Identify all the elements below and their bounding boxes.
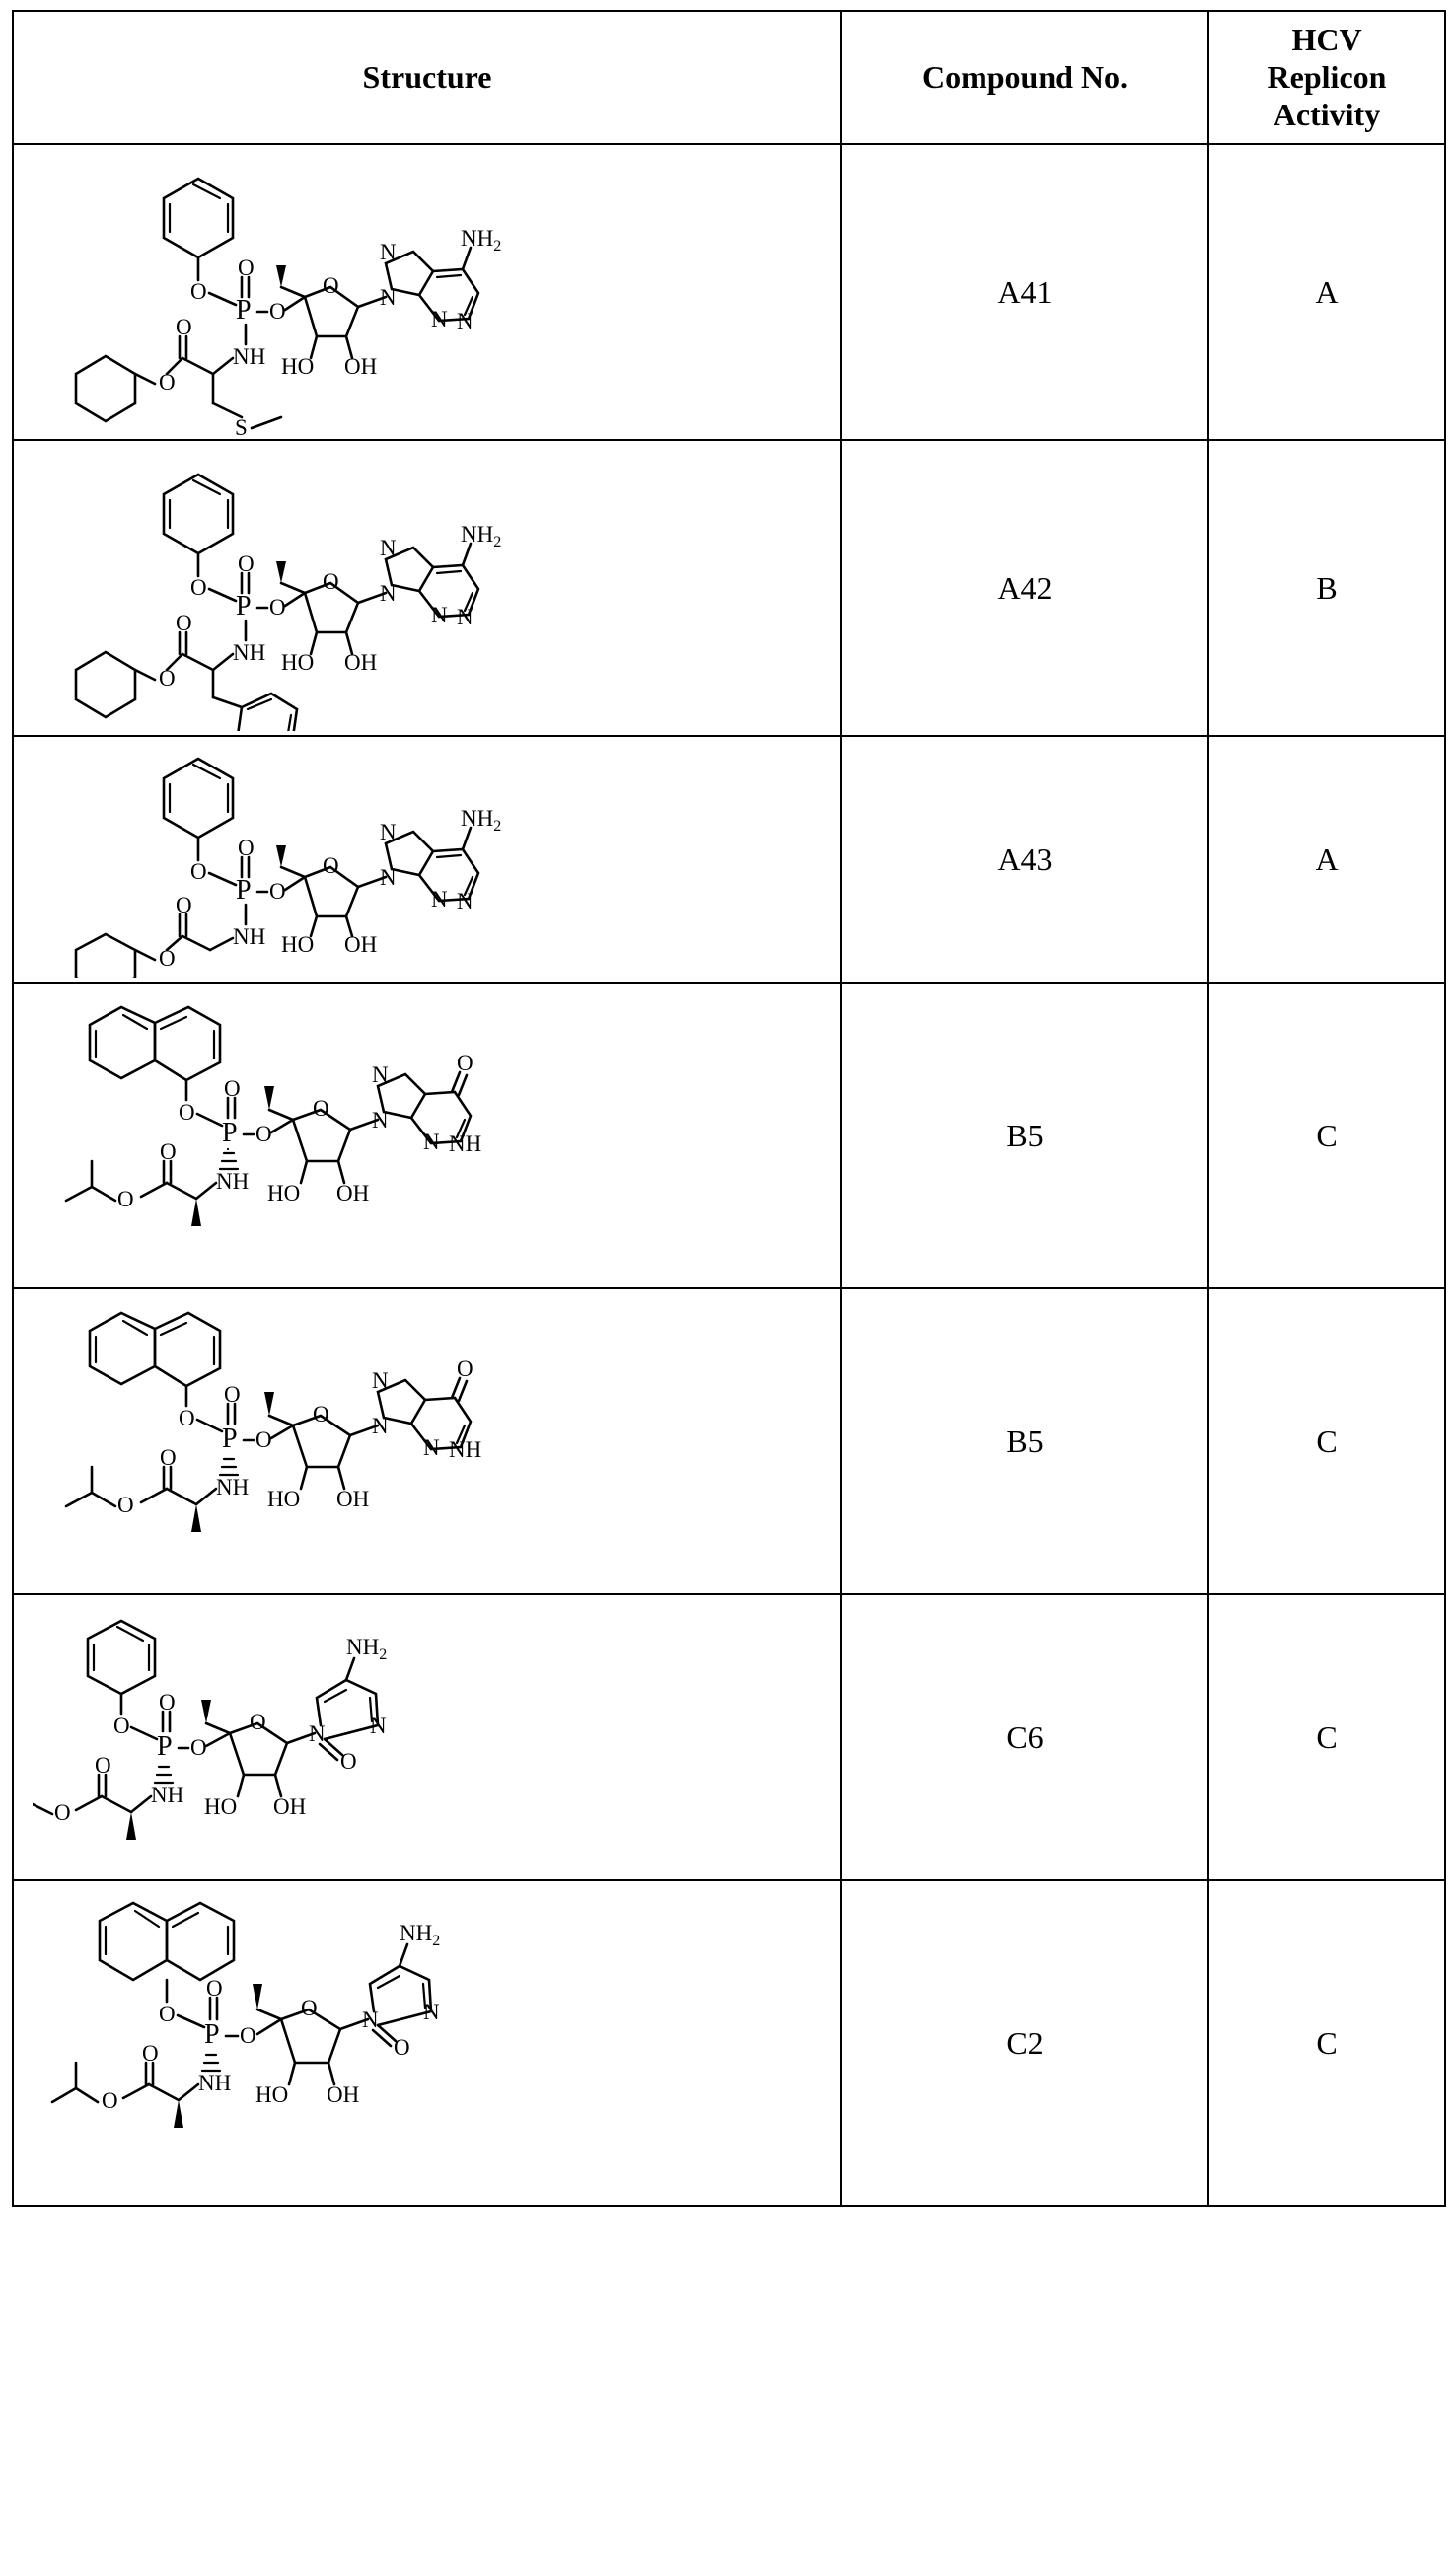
compound-number-cell: B5 [841, 983, 1208, 1288]
ribose-ring [276, 561, 377, 675]
atom-label-n9: N [372, 1414, 389, 1439]
header-structure: Structure [13, 11, 841, 144]
atom-label-nh: NH [198, 2071, 232, 2096]
atom-label-ho: HO [281, 354, 315, 380]
atom-label-o: O [190, 575, 207, 601]
atom-label-nh2: $NH_2$ [461, 522, 502, 551]
atom-label-o-ring: O [313, 1096, 329, 1122]
atom-label-n7: N [380, 820, 397, 845]
chemical-structure-svg [33, 445, 822, 731]
atom-label-n7: N [380, 240, 397, 265]
adenine-base [358, 522, 501, 629]
chemical-structure-svg [33, 149, 822, 435]
atom-label-n1: NH [449, 1132, 482, 1157]
atom-label-o-ring: O [301, 1996, 318, 2021]
compound-number-cell: A41 [841, 144, 1208, 440]
atom-label-oh: OH [344, 354, 378, 380]
naphthyl-ring [90, 1007, 220, 1080]
ribose-ring [264, 1086, 369, 1205]
atom-label-o-ester: O [54, 1800, 71, 1826]
atom-label-p: P [157, 1731, 173, 1763]
table-row [13, 983, 1445, 1288]
atom-label-n3: N [370, 1714, 387, 1739]
hashed-bond-nh [220, 1149, 238, 1169]
atom-label-o-carbonyl: O [176, 315, 192, 340]
atom-label-nh: NH [233, 640, 266, 666]
atom-label-o-ester: O [117, 1493, 134, 1518]
atom-label-ho: HO [204, 1794, 238, 1820]
atom-label-o: O [190, 279, 207, 305]
structure-cell [13, 983, 841, 1288]
ribose-ring [253, 1984, 359, 2107]
atom-label-oh: OH [336, 1487, 370, 1512]
header-hcv-replicon-activity [1208, 11, 1445, 144]
atom-label-n1: N [457, 309, 473, 334]
phenyl-ring [164, 759, 233, 838]
atom-label-oh: OH [344, 932, 378, 958]
atom-label-n7: N [380, 536, 397, 561]
header-compound-no: Compound No. [841, 11, 1208, 144]
table-row [13, 1594, 1445, 1880]
atom-label-nh2: $NH_2$ [461, 806, 502, 836]
chemical-structure-svg [33, 741, 822, 978]
atom-label-o-double: O [206, 1976, 223, 2002]
atom-label-o-right: O [269, 595, 286, 621]
atom-label-o-right: O [269, 299, 286, 325]
atom-label-oh: OH [344, 650, 378, 676]
structure-image-c2 [14, 1885, 840, 2201]
atom-label-o-right: O [255, 1122, 272, 1147]
atom-label-nh: NH [216, 1475, 250, 1500]
activity-cell: C [1208, 1288, 1445, 1594]
ribose-ring [276, 265, 377, 379]
atom-label-o: O [159, 2002, 176, 2027]
atom-label-o-keto: O [457, 1051, 473, 1076]
atom-label-o-double: O [238, 836, 255, 861]
header-activity-line2: Replicon [1267, 58, 1387, 95]
atom-label-o: O [190, 859, 207, 885]
atom-label-n3: N [431, 887, 448, 913]
structure-cell [13, 440, 841, 736]
atom-label-n3: N [423, 1435, 440, 1461]
atom-label-ho: HO [281, 932, 315, 958]
atom-label-o-right: O [240, 2023, 256, 2049]
atom-label-o-ester: O [159, 370, 176, 396]
atom-label-o-right: O [269, 879, 286, 905]
atom-label-n3: N [431, 307, 448, 332]
hashed-bond-nh [155, 1767, 173, 1783]
structure-image-a43 [14, 741, 840, 978]
atom-label-o-ring: O [313, 1402, 329, 1427]
structure-image-b5-a [14, 987, 840, 1283]
atom-label-p: P [222, 1424, 238, 1455]
compound-table [12, 10, 1446, 2207]
atom-label-nh: NH [151, 1783, 184, 1808]
atom-label-n1: N [362, 2008, 379, 2033]
activity-cell: A [1208, 144, 1445, 440]
compound-number-cell: A43 [841, 736, 1208, 983]
atom-label-nh: NH [233, 344, 266, 370]
naphthyl-ring [90, 1313, 220, 1386]
compound-number-cell: C6 [841, 1594, 1208, 1880]
naphthyl-ring [100, 1903, 234, 1980]
atom-label-n1: N [309, 1721, 326, 1747]
ribose-ring [201, 1700, 306, 1819]
structure-image-a41 [14, 149, 840, 435]
structure-cell [13, 1880, 841, 2206]
atom-label-o-double: O [238, 256, 255, 281]
hashed-bond-nh [202, 2055, 220, 2071]
ribose-ring [264, 1392, 369, 1511]
atom-label-o-carbonyl: O [142, 2041, 159, 2067]
chemical-structure-svg [33, 1599, 822, 1875]
adenine-base [358, 806, 501, 913]
activity-cell: B [1208, 440, 1445, 736]
atom-label-o-right: O [190, 1735, 207, 1761]
atom-label-o: O [179, 1100, 195, 1126]
atom-label-n9: N [380, 285, 397, 311]
table-row [13, 1880, 1445, 2206]
table-body [13, 144, 1445, 2206]
header-activity-line1: HCV [1291, 22, 1362, 57]
atom-label-o-carbonyl: O [176, 611, 192, 636]
chemical-structure-svg [33, 987, 822, 1283]
table-row [13, 736, 1445, 983]
atom-label-o-double: O [159, 1690, 176, 1716]
atom-label-o-keto: O [394, 2035, 410, 2061]
atom-label-n1: N [457, 889, 473, 914]
atom-label-o-ring: O [323, 569, 339, 595]
atom-label-nh: NH [216, 1169, 250, 1195]
atom-label-o-carbonyl: O [176, 893, 192, 918]
phenyl-ring [88, 1621, 155, 1694]
activity-cell: C [1208, 1594, 1445, 1880]
atom-label-ho: HO [267, 1181, 301, 1206]
atom-label-o-keto: O [457, 1356, 473, 1382]
atom-label-nh2: $NH_2$ [400, 1921, 441, 1950]
atom-label-n7: N [372, 1062, 389, 1088]
atom-label-o-ring: O [250, 1710, 266, 1735]
table-header [13, 11, 1445, 144]
atom-label-n3: N [431, 603, 448, 628]
atom-label-n9: N [380, 581, 397, 607]
chemical-structure-svg [33, 1885, 822, 2201]
table-row [13, 144, 1445, 440]
benzyl-phenyl-ring [238, 694, 297, 731]
atom-label-n9: N [380, 865, 397, 891]
chemical-structure-svg [33, 1293, 822, 1589]
atom-label-o-double: O [224, 1382, 241, 1408]
atom-label-n7: N [372, 1368, 389, 1394]
atom-label-o-ester: O [117, 1187, 134, 1212]
atom-label-oh: OH [327, 2082, 360, 2108]
structure-cell [13, 1594, 841, 1880]
header-row [13, 11, 1445, 144]
cytosine-base [340, 1921, 440, 2060]
structure-image-a42 [14, 445, 840, 731]
atom-label-p: P [236, 295, 252, 327]
compound-number-cell: B5 [841, 1288, 1208, 1594]
atom-label-p: P [236, 591, 252, 622]
atom-label-n9: N [372, 1108, 389, 1133]
atom-label-o-ester: O [159, 666, 176, 692]
ribose-ring [276, 845, 377, 957]
atom-label-n3: N [423, 2000, 440, 2025]
structure-cell [13, 1288, 841, 1594]
activity-cell: C [1208, 1880, 1445, 2206]
atom-label-p: P [236, 875, 252, 907]
atom-label-o-carbonyl: O [160, 1445, 177, 1471]
atom-label-ho: HO [255, 2082, 289, 2108]
atom-label-oh: OH [336, 1181, 370, 1206]
atom-label-o-ester: O [102, 2088, 118, 2114]
structure-image-b5-b [14, 1293, 840, 1589]
adenine-base [358, 226, 501, 333]
phenyl-ring [164, 475, 233, 553]
atom-label-oh: OH [273, 1794, 307, 1820]
atom-label-o-right: O [255, 1427, 272, 1453]
atom-label-o: O [113, 1714, 130, 1739]
hypoxanthine-base [350, 1051, 481, 1156]
table-row [13, 440, 1445, 736]
structure-cell [13, 144, 841, 440]
phenyl-ring [164, 179, 233, 257]
atom-label-nh: NH [233, 924, 266, 950]
activity-cell: A [1208, 736, 1445, 983]
atom-label-s: S [235, 415, 248, 436]
atom-label-o-double: O [224, 1076, 241, 1102]
atom-label-o: O [179, 1406, 195, 1431]
atom-label-o-carbonyl: O [95, 1753, 111, 1779]
atom-label-o-double: O [238, 551, 255, 577]
hypoxanthine-base [350, 1356, 481, 1462]
atom-label-p: P [222, 1118, 238, 1149]
structure-cell [13, 736, 841, 983]
atom-label-o-carbonyl: O [160, 1139, 177, 1165]
atom-label-p: P [204, 2019, 220, 2051]
atom-label-n3: N [423, 1130, 440, 1155]
activity-cell: C [1208, 983, 1445, 1288]
hashed-bond-nh [220, 1459, 238, 1475]
header-activity-line3: Activity [1273, 96, 1381, 132]
atom-label-ho: HO [281, 650, 315, 676]
atom-label-o-keto: O [340, 1749, 357, 1775]
atom-label-o-ester: O [159, 946, 176, 972]
compound-number-cell: C2 [841, 1880, 1208, 2206]
structure-image-c6 [14, 1599, 840, 1875]
table-row [13, 1288, 1445, 1594]
cytosine-base [287, 1635, 387, 1774]
atom-label-nh2: $NH_2$ [346, 1635, 388, 1664]
compound-number-cell: A42 [841, 440, 1208, 736]
atom-label-o-ring: O [323, 853, 339, 879]
atom-label-ho: HO [267, 1487, 301, 1512]
atom-label-o-ring: O [323, 273, 339, 299]
atom-label-nh2: $NH_2$ [461, 226, 502, 256]
atom-label-n1: N [457, 605, 473, 630]
atom-label-n1: NH [449, 1437, 482, 1463]
